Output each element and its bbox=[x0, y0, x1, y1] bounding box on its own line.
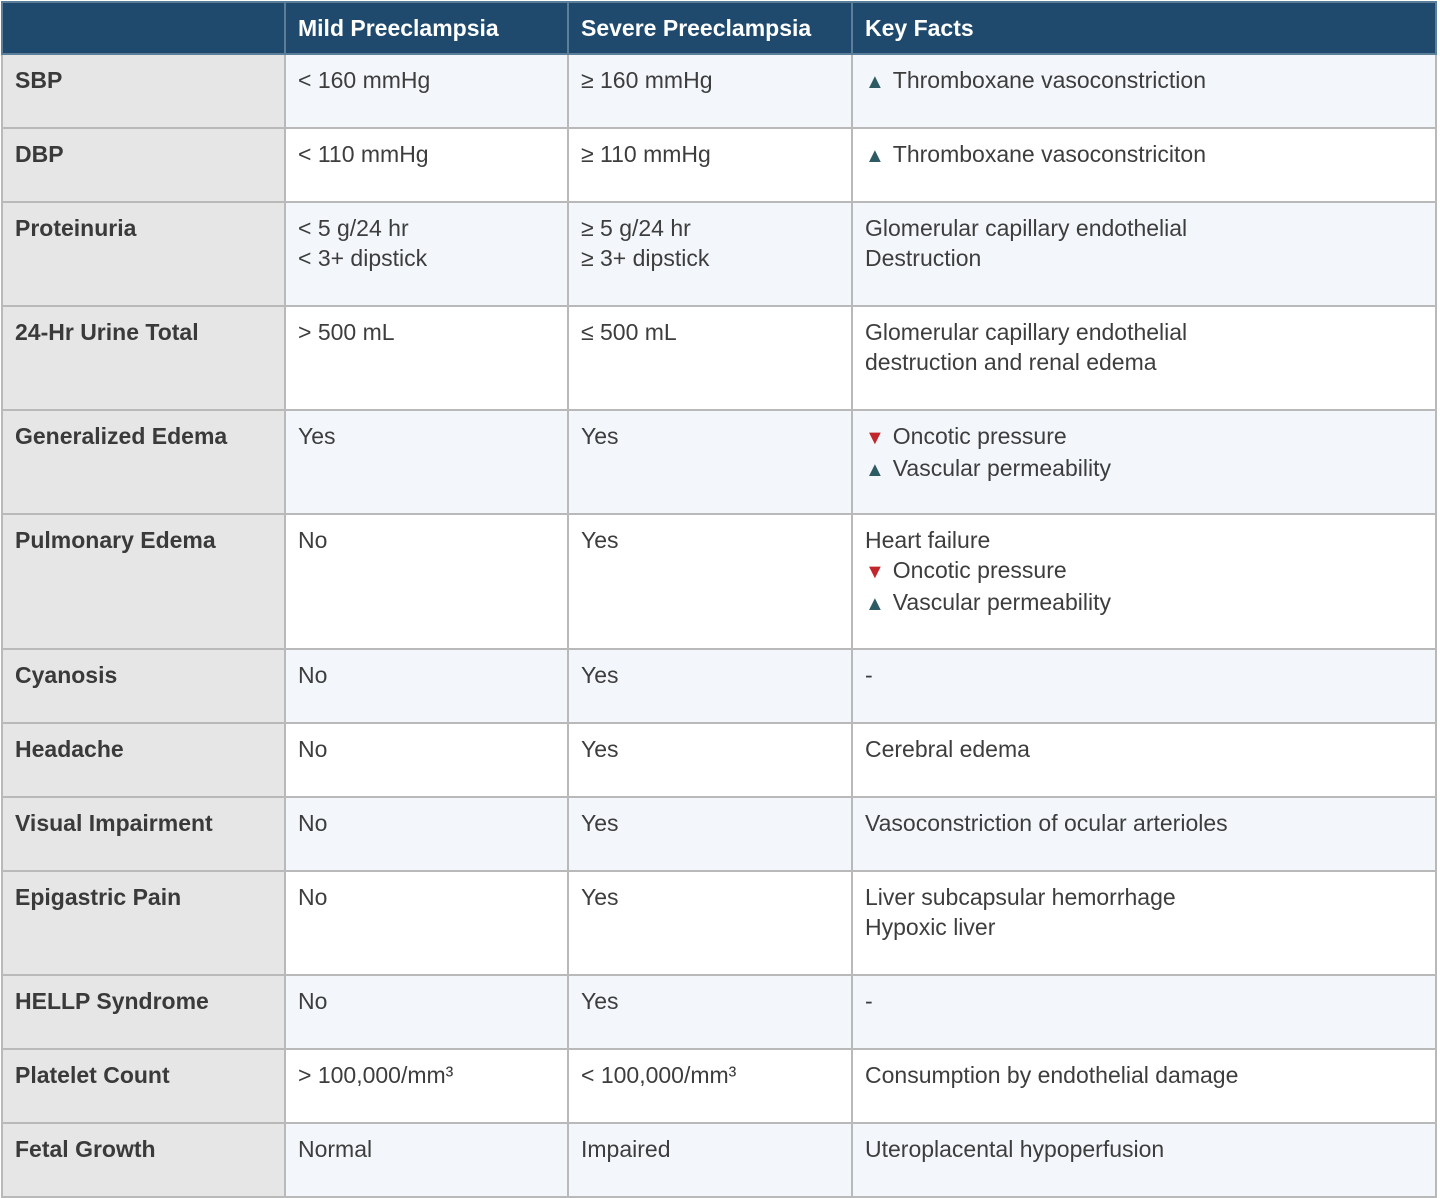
key-fact-text: Liver subcapsular hemorrhage bbox=[865, 884, 1176, 910]
severe-value: ≥ 3+ dipstick bbox=[581, 245, 710, 271]
row-label: Visual Impairment bbox=[2, 797, 285, 871]
table-body bbox=[2, 54, 1436, 1197]
key-fact-line bbox=[865, 555, 1423, 587]
key-fact-text: - bbox=[865, 988, 873, 1014]
key-facts-cell bbox=[852, 128, 1436, 202]
table-row bbox=[2, 1123, 1436, 1197]
severe-value-cell bbox=[568, 306, 852, 410]
key-fact-line bbox=[865, 882, 1423, 912]
key-fact-line bbox=[865, 986, 1423, 1016]
key-fact-text: Thromboxane vasoconstriction bbox=[892, 67, 1207, 93]
severe-value-cell bbox=[568, 128, 852, 202]
row-label: Proteinuria bbox=[2, 202, 285, 306]
severe-value: Yes bbox=[581, 810, 619, 836]
key-fact-line bbox=[865, 734, 1423, 764]
table-row bbox=[2, 649, 1436, 723]
table-row bbox=[2, 202, 1436, 306]
table-row bbox=[2, 1049, 1436, 1123]
key-facts-cell bbox=[852, 975, 1436, 1049]
mild-value-cell bbox=[285, 649, 568, 723]
key-fact-line bbox=[865, 65, 1423, 97]
key-fact-text: Glomerular capillary endothelial bbox=[865, 215, 1188, 241]
severe-value: ≥ 110 mmHg bbox=[581, 141, 711, 167]
table-row bbox=[2, 723, 1436, 797]
key-facts-cell bbox=[852, 871, 1436, 975]
row-label: Generalized Edema bbox=[2, 410, 285, 514]
severe-value: Yes bbox=[581, 736, 619, 762]
key-fact-line bbox=[865, 808, 1423, 838]
decrease-arrow-icon: ▼ bbox=[865, 427, 885, 449]
mild-value: < 3+ dipstick bbox=[298, 245, 428, 271]
key-fact-text: - bbox=[865, 662, 873, 688]
row-label: SBP bbox=[2, 54, 285, 128]
table-row bbox=[2, 797, 1436, 871]
mild-value: No bbox=[298, 736, 328, 762]
mild-value: No bbox=[298, 527, 328, 553]
key-fact-text: Vasoconstriction of ocular arterioles bbox=[865, 810, 1228, 836]
mild-value: Yes bbox=[298, 423, 336, 449]
key-facts-cell bbox=[852, 306, 1436, 410]
key-fact-line bbox=[865, 912, 1423, 942]
key-fact-text: Consumption by endothelial damage bbox=[865, 1062, 1239, 1088]
key-fact-text: Destruction bbox=[865, 245, 982, 271]
header-key-facts: Key Facts bbox=[852, 2, 1436, 54]
key-fact-text: Oncotic pressure bbox=[892, 423, 1067, 449]
row-label: Pulmonary Edema bbox=[2, 514, 285, 649]
severe-value: ≥ 5 g/24 hr bbox=[581, 215, 691, 241]
mild-value-cell bbox=[285, 797, 568, 871]
header-blank-cell bbox=[2, 2, 285, 54]
key-facts-cell bbox=[852, 723, 1436, 797]
severe-value: < 100,000/mm³ bbox=[581, 1062, 737, 1088]
key-fact-line bbox=[865, 1060, 1423, 1090]
table-row bbox=[2, 514, 1436, 649]
key-facts-cell bbox=[852, 649, 1436, 723]
table-row bbox=[2, 128, 1436, 202]
mild-value: > 100,000/mm³ bbox=[298, 1062, 454, 1088]
key-fact-line bbox=[865, 243, 1423, 273]
severe-value: Yes bbox=[581, 423, 619, 449]
row-label: Epigastric Pain bbox=[2, 871, 285, 975]
key-facts-cell bbox=[852, 410, 1436, 514]
mild-value: < 160 mmHg bbox=[298, 67, 431, 93]
key-facts-cell bbox=[852, 1123, 1436, 1197]
key-fact-line bbox=[865, 1134, 1423, 1164]
key-facts-cell bbox=[852, 202, 1436, 306]
key-fact-text: Cerebral edema bbox=[865, 736, 1030, 762]
mild-value-cell bbox=[285, 975, 568, 1049]
mild-value-cell bbox=[285, 128, 568, 202]
key-fact-text: Heart failure bbox=[865, 527, 991, 553]
severe-value: Yes bbox=[581, 884, 619, 910]
key-fact-text: Hypoxic liver bbox=[865, 914, 996, 940]
row-label: Headache bbox=[2, 723, 285, 797]
key-fact-text: Thromboxane vasoconstriciton bbox=[892, 141, 1207, 167]
severe-value-cell bbox=[568, 871, 852, 975]
key-fact-line bbox=[865, 317, 1423, 347]
key-facts-cell bbox=[852, 54, 1436, 128]
severe-value: ≤ 500 mL bbox=[581, 319, 677, 345]
severe-value: Yes bbox=[581, 662, 619, 688]
header-severe-preeclampsia: Severe Preeclampsia bbox=[568, 2, 852, 54]
preeclampsia-comparison-table bbox=[1, 1, 1437, 1198]
decrease-arrow-icon: ▼ bbox=[865, 561, 885, 583]
key-fact-line bbox=[865, 587, 1423, 619]
key-fact-text: Glomerular capillary endothelial bbox=[865, 319, 1188, 345]
table-row bbox=[2, 975, 1436, 1049]
severe-value-cell bbox=[568, 975, 852, 1049]
key-fact-text: Oncotic pressure bbox=[892, 557, 1067, 583]
severe-value-cell bbox=[568, 649, 852, 723]
mild-value: < 110 mmHg bbox=[298, 141, 429, 167]
row-label: Fetal Growth bbox=[2, 1123, 285, 1197]
mild-value-cell bbox=[285, 54, 568, 128]
increase-arrow-icon: ▲ bbox=[865, 145, 885, 167]
severe-value-cell bbox=[568, 410, 852, 514]
row-label: DBP bbox=[2, 128, 285, 202]
mild-value: No bbox=[298, 884, 328, 910]
mild-value: > 500 mL bbox=[298, 319, 395, 345]
mild-value: Normal bbox=[298, 1136, 373, 1162]
key-facts-cell bbox=[852, 1049, 1436, 1123]
mild-value: No bbox=[298, 810, 328, 836]
row-label: HELLP Syndrome bbox=[2, 975, 285, 1049]
table-header-row bbox=[2, 2, 1436, 54]
severe-value-cell bbox=[568, 723, 852, 797]
header-mild-preeclampsia: Mild Preeclampsia bbox=[285, 2, 568, 54]
key-fact-text: Uteroplacental hypoperfusion bbox=[865, 1136, 1165, 1162]
mild-value-cell bbox=[285, 306, 568, 410]
increase-arrow-icon: ▲ bbox=[865, 593, 885, 615]
severe-value-cell bbox=[568, 202, 852, 306]
increase-arrow-icon: ▲ bbox=[865, 71, 885, 93]
mild-value: No bbox=[298, 662, 328, 688]
mild-value-cell bbox=[285, 1123, 568, 1197]
increase-arrow-icon: ▲ bbox=[865, 459, 885, 481]
key-fact-line bbox=[865, 139, 1423, 171]
key-facts-cell bbox=[852, 797, 1436, 871]
severe-value: Yes bbox=[581, 527, 619, 553]
key-fact-line bbox=[865, 213, 1423, 243]
mild-value: < 5 g/24 hr bbox=[298, 215, 409, 241]
severe-value-cell bbox=[568, 1123, 852, 1197]
key-fact-text: Vascular permeability bbox=[892, 455, 1111, 481]
severe-value-cell bbox=[568, 1049, 852, 1123]
severe-value-cell bbox=[568, 54, 852, 128]
table-row bbox=[2, 410, 1436, 514]
mild-value-cell bbox=[285, 723, 568, 797]
row-label: 24-Hr Urine Total bbox=[2, 306, 285, 410]
mild-value-cell bbox=[285, 1049, 568, 1123]
key-fact-text: destruction and renal edema bbox=[865, 349, 1157, 375]
table-row bbox=[2, 871, 1436, 975]
table-row bbox=[2, 306, 1436, 410]
mild-value-cell bbox=[285, 514, 568, 649]
row-label: Cyanosis bbox=[2, 649, 285, 723]
row-label: Platelet Count bbox=[2, 1049, 285, 1123]
severe-value: ≥ 160 mmHg bbox=[581, 67, 713, 93]
table-row bbox=[2, 54, 1436, 128]
key-fact-line bbox=[865, 453, 1423, 485]
key-fact-line bbox=[865, 347, 1423, 377]
severe-value-cell bbox=[568, 514, 852, 649]
key-fact-text: Vascular permeability bbox=[892, 589, 1111, 615]
key-fact-line bbox=[865, 660, 1423, 690]
key-fact-line bbox=[865, 421, 1423, 453]
severe-value-cell bbox=[568, 797, 852, 871]
mild-value-cell bbox=[285, 871, 568, 975]
severe-value: Impaired bbox=[581, 1136, 671, 1162]
mild-value-cell bbox=[285, 410, 568, 514]
mild-value-cell bbox=[285, 202, 568, 306]
mild-value: No bbox=[298, 988, 328, 1014]
key-fact-line bbox=[865, 525, 1423, 555]
severe-value: Yes bbox=[581, 988, 619, 1014]
key-facts-cell bbox=[852, 514, 1436, 649]
